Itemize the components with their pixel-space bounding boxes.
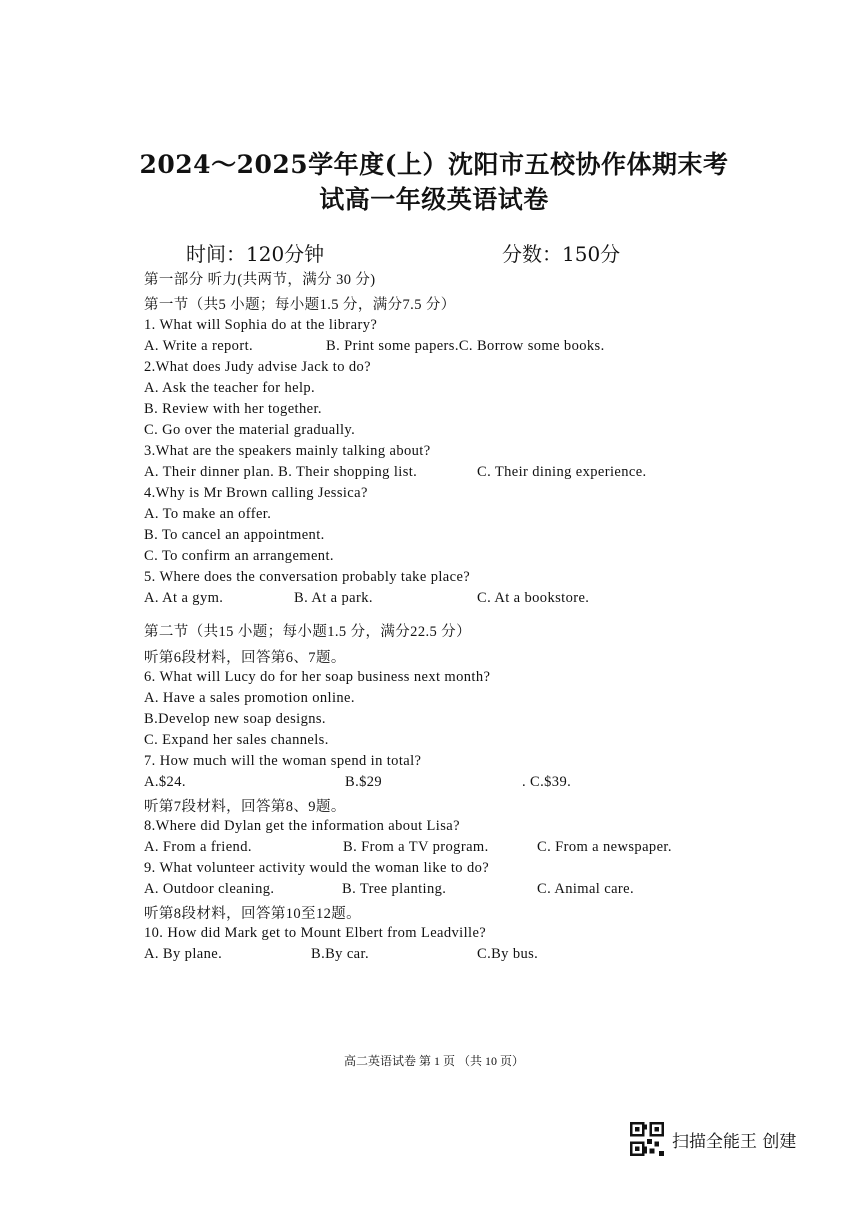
answer-option: A. Outdoor cleaning. <box>144 881 275 897</box>
answer-option: A. Their dinner plan. B. Their shopping list. <box>144 464 418 480</box>
answer-option: A. By plane. <box>144 946 223 962</box>
text-line: 3.What are the speakers mainly talking about? <box>144 443 431 459</box>
watermark-text: 扫描全能王 创建 <box>672 1132 797 1152</box>
text-line: 4.Why is Mr Brown calling Jessica? <box>144 485 368 501</box>
text-line: 8.Where did Dylan get the information about Lisa? <box>144 818 460 834</box>
text-line: C. To confirm an arrangement. <box>144 548 334 564</box>
exam-score: 分数：150分 <box>502 242 621 266</box>
text-line: A. To make an offer. <box>144 506 272 522</box>
exam-title-line2: 试高一年级英语试卷 <box>319 185 549 214</box>
text-line: 第二节（共15 小题；每小题1.5 分，满分22.5 分） <box>144 624 471 640</box>
answer-option: C. From a newspaper. <box>537 839 672 855</box>
text-line: B. To cancel an appointment. <box>144 527 325 543</box>
text-line: 1. What will Sophia do at the library? <box>144 317 378 333</box>
text-line: 听第6段材料，回答第6、7题。 <box>144 650 346 666</box>
text-line: C. Go over the material gradually. <box>144 422 356 438</box>
answer-option: C. Animal care. <box>537 881 635 897</box>
answer-option: C. Their dining experience. <box>477 464 647 480</box>
answer-option: A. At a gym. <box>144 590 224 606</box>
text-line: 听第8段材料，回答第10至12题。 <box>144 906 362 922</box>
text-line: C. Expand her sales channels. <box>144 732 329 748</box>
text-line: 7. How much will the woman spend in total? <box>144 753 422 769</box>
text-line: B. Review with her together. <box>144 401 322 417</box>
text-line: 第一节（共5 小题；每小题1.5 分，满分7.5 分） <box>144 297 456 313</box>
text-line: A. Ask the teacher for help. <box>144 380 316 396</box>
answer-option: A. Write a report. <box>144 338 254 354</box>
scanner-watermark <box>630 1122 810 1158</box>
text-line: B.Develop new soap designs. <box>144 711 326 727</box>
page-footer: 高二英语试卷 第 1 页 （共 10 页） <box>343 1054 524 1068</box>
answer-option: B.$29 <box>345 774 383 790</box>
answer-option: C.By bus. <box>477 946 539 962</box>
text-line: 第一部分 听力(共两节，满分 30 分) <box>144 272 376 288</box>
text-line: 2.What does Judy advise Jack to do? <box>144 359 372 375</box>
text-line: 9. What volunteer activity would the woman like to do? <box>144 860 490 876</box>
answer-option: B. Print some papers.C. Borrow some books. <box>326 338 605 354</box>
answer-option: A.$24. <box>144 774 186 790</box>
text-line: 10. How did Mark get to Mount Elbert from Leadville? <box>144 925 487 941</box>
qr-code-icon <box>630 1122 664 1156</box>
answer-option: B. Tree planting. <box>342 881 447 897</box>
answer-option: A. From a friend. <box>144 839 252 855</box>
text-line: A. Have a sales promotion online. <box>144 690 355 706</box>
answer-option: B. At a park. <box>294 590 373 606</box>
text-line: 听第7段材料，回答第8、9题。 <box>144 799 346 815</box>
answer-option: B. From a TV program. <box>343 839 489 855</box>
exam-time: 时间：120分钟 <box>186 242 325 266</box>
exam-title-line1: 2024～2025学年度(上）沈阳市五校协作体期末考 <box>139 150 729 179</box>
text-line: 5. Where does the conversation probably take place? <box>144 569 471 585</box>
text-line: 6. What will Lucy do for her soap business next month? <box>144 669 491 685</box>
answer-option: C. At a bookstore. <box>477 590 590 606</box>
answer-option: . C.$39. <box>522 774 572 790</box>
answer-option: B.By car. <box>311 946 369 962</box>
